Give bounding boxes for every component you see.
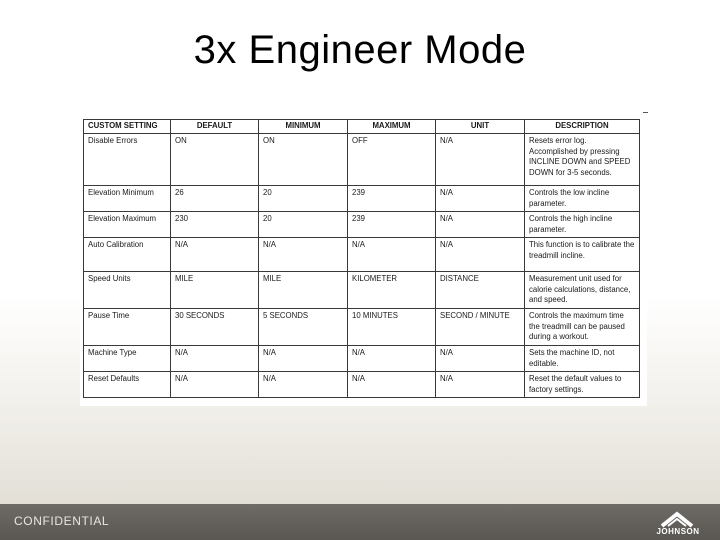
table-row <box>84 309 640 346</box>
cell-maximum: 239 <box>348 212 436 238</box>
cell-setting: Speed Units <box>84 272 171 309</box>
table-row <box>84 186 640 212</box>
cell-unit: N/A <box>436 212 525 238</box>
cell-default: ON <box>171 134 259 186</box>
table-row <box>84 346 640 372</box>
cell-description: Measurement unit used for calorie calculations, distance, and speed. <box>525 272 640 309</box>
cell-unit: N/A <box>436 372 525 398</box>
cell-minimum: N/A <box>259 346 348 372</box>
cell-default: N/A <box>171 372 259 398</box>
cell-default: 230 <box>171 212 259 238</box>
header-custom-setting: CUSTOM SETTING <box>84 120 171 134</box>
table-row <box>84 134 640 186</box>
cell-default: N/A <box>171 238 259 272</box>
cell-maximum: 10 MINUTES <box>348 309 436 346</box>
header-minimum: MINIMUM <box>259 120 348 134</box>
cell-description: Reset the default values to factory settings. <box>525 372 640 398</box>
slide-title: 3x Engineer Mode <box>193 28 527 72</box>
table-row <box>84 272 640 309</box>
cell-unit: N/A <box>436 238 525 272</box>
edge-mark-right <box>643 112 648 113</box>
cell-description: Resets error log. Accomplished by pressing INCLINE DOWN and SPEED DOWN for 3-5 seconds. <box>525 134 640 186</box>
cell-setting: Auto Calibration <box>84 238 171 272</box>
cell-setting: Pause Time <box>84 309 171 346</box>
cell-maximum: OFF <box>348 134 436 186</box>
cell-default: 30 SECONDS <box>171 309 259 346</box>
cell-maximum: N/A <box>348 346 436 372</box>
cell-unit: N/A <box>436 346 525 372</box>
table-row <box>84 238 640 272</box>
footer-bar <box>0 504 720 540</box>
cell-description: This function is to calibrate the treadmill incline. <box>525 238 640 272</box>
cell-description: Controls the maximum time the treadmill can be paused during a workout. <box>525 309 640 346</box>
cell-unit: DISTANCE <box>436 272 525 309</box>
cell-unit: N/A <box>436 134 525 186</box>
table-header-row <box>84 120 640 134</box>
cell-setting: Elevation Maximum <box>84 212 171 238</box>
header-unit: UNIT <box>436 120 525 134</box>
cell-minimum: N/A <box>259 372 348 398</box>
cell-setting: Machine Type <box>84 346 171 372</box>
cell-maximum: KILOMETER <box>348 272 436 309</box>
cell-maximum: 239 <box>348 186 436 212</box>
cell-default: 26 <box>171 186 259 212</box>
cell-maximum: N/A <box>348 238 436 272</box>
cell-minimum: MILE <box>259 272 348 309</box>
cell-minimum: 20 <box>259 186 348 212</box>
header-default: DEFAULT <box>171 120 259 134</box>
cell-minimum: 20 <box>259 212 348 238</box>
cell-minimum: 5 SECONDS <box>259 309 348 346</box>
table-row <box>84 212 640 238</box>
cell-setting: Disable Errors <box>84 134 171 186</box>
cell-description: Controls the low incline parameter. <box>525 186 640 212</box>
cell-description: Sets the machine ID, not editable. <box>525 346 640 372</box>
confidential-label: CONFIDENTIAL <box>14 514 110 528</box>
logo-wordmark: JOHNSON <box>656 527 700 536</box>
cell-unit: SECOND / MINUTE <box>436 309 525 346</box>
table-container <box>80 116 647 406</box>
cell-minimum: N/A <box>259 238 348 272</box>
table-row <box>84 372 640 398</box>
cell-maximum: N/A <box>348 372 436 398</box>
cell-minimum: ON <box>259 134 348 186</box>
johnson-logo <box>646 508 708 538</box>
settings-table <box>83 119 640 398</box>
cell-default: N/A <box>171 346 259 372</box>
cell-description: Controls the high incline parameter. <box>525 212 640 238</box>
cell-default: MILE <box>171 272 259 309</box>
cell-unit: N/A <box>436 186 525 212</box>
logo-chevron-icon <box>646 508 708 528</box>
header-description: DESCRIPTION <box>525 120 640 134</box>
cell-setting: Reset Defaults <box>84 372 171 398</box>
cell-setting: Elevation Minimum <box>84 186 171 212</box>
header-maximum: MAXIMUM <box>348 120 436 134</box>
